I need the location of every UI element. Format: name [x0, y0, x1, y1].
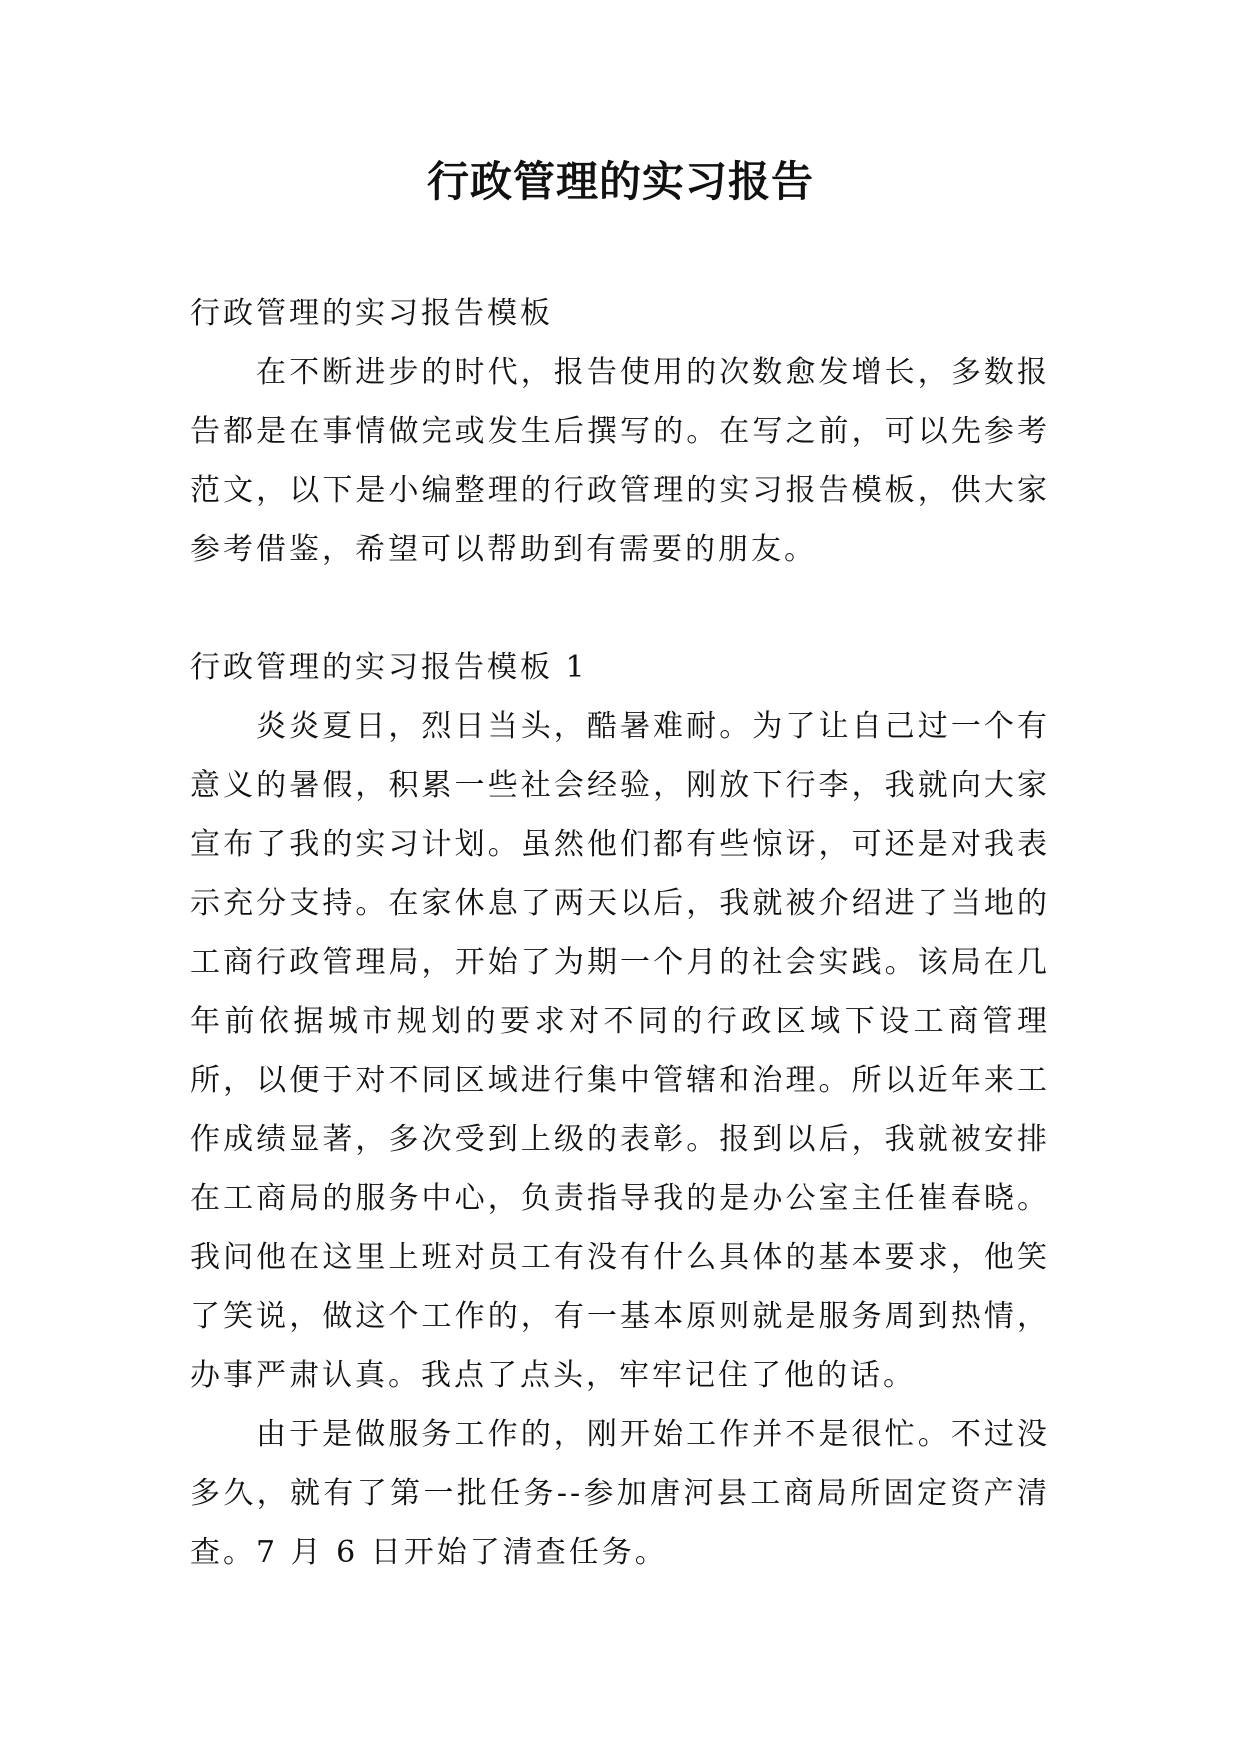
intro-paragraph: 在不断进步的时代，报告使用的次数愈发增长，多数报告都是在事情做完或发生后撰写的。在写之前，可以先参考范文，以下是小编整理的行政管理的实习报告模板，供大家参考借鉴，希望可以帮助到有需要的朋友。 — [190, 355, 1050, 567]
body-paragraph-1: 炎炎夏日，烈日当头，酷暑难耐。为了让自己过一个有意义的暑假，积累一些社会经验，刚放下行李，我就向大家宣布了我的实习计划。虽然他们都有些惊讶，可还是对我表示充分支持。在家休息了两天以后，我就被介绍进了当地的工商行政管理局，开始了为期一个月的社会实践。该局在几年前依据城市规划的要求对不同的行政区域下设工商管理所，以便于对不同区域进行集中管辖和治理。所以近年来工作成绩显著，多次受到上级的表彰。报到以后，我就被安排在工商局的服务中心，负责指导我的是办公室主任崔春晓。我问他在这里上班对员工有没有什么具体的基本要求，他笑了笑说，做这个工作的，有一基本原则就是服务周到热情，办事严肃认真。我点了点头，牢牢记住了他的话。 — [190, 709, 1050, 1393]
document-subtitle: 行政管理的实习报告模板 — [190, 296, 553, 331]
document-title: 行政管理的实习报告 — [426, 157, 814, 206]
section-heading: 行政管理的实习报告模板 1 — [190, 650, 588, 685]
body-paragraph-2: 由于是做服务工作的，刚开始工作并不是很忙。不过没多久，就有了第一批任务--参加唐河县工商局所固定资产清查。7 月 6 日开始了清查任务。 — [190, 1417, 1050, 1570]
document-body — [190, 284, 1050, 1582]
